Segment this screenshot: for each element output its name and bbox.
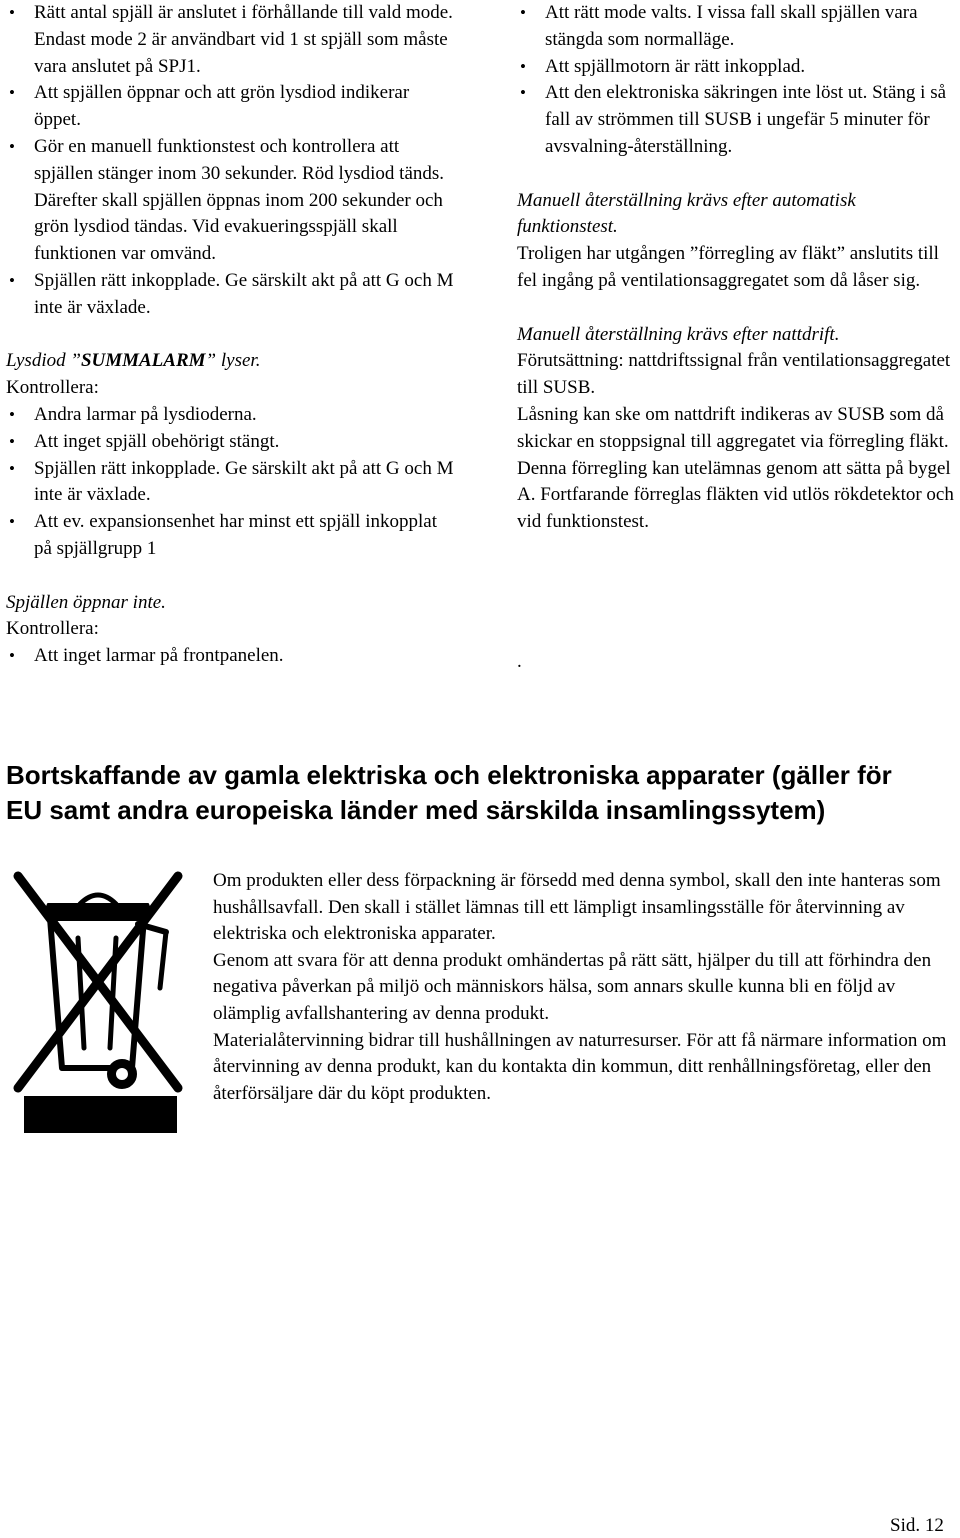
night-mode-prerequisite-text: Förutsättning: nattdriftssignal från ventilationsaggregatet till SUSB. (517, 350, 951, 399)
night-mode-lock-text: Låsning kan ske om nattdrift indikeras av SUSB som då skickar en stoppsignal till aggregatet via förregling fläkt. Denna förregling kan utelämnas genom att sätta på bygel A. Fortfarande förreglas fläkten vid utlös rökdetektor och vid funktionstest. (517, 403, 954, 533)
bullet-list-opening-checks (6, 643, 456, 670)
summalarm-prefix: Lysdiod ” (6, 350, 81, 372)
bullet-list-mode-checks (6, 0, 456, 322)
disposal-text (213, 868, 958, 1107)
disposal-heading: Bortskaffande av gamla elektriska och elektroniska apparater (gäller för EU samt andra europeiska länder med särskilda insamlingssytem) (6, 760, 892, 825)
left-column (6, 0, 456, 670)
crossed-out-wheelie-bin-icon (10, 868, 185, 1133)
list-item: • Att rätt mode valts. I vissa fall skall spjällen vara stängda som normalläge. (517, 0, 957, 54)
list-item: • Rätt antal spjäll är anslutet i förhållande till vald mode. Endast mode 2 är användbart vid 1 st spjäll som måste vara anslutet på SPJ1. (6, 0, 456, 80)
list-item: • Spjällen rätt inkopplade. Ge särskilt akt på att G och M inte är växlade. (6, 456, 456, 510)
night-mode-reset-heading: Manuell återställning krävs efter nattdrift. (517, 323, 840, 345)
list-item: • Andra larmar på lysdioderna. (6, 402, 456, 429)
list-item: • Att inget larmar på frontpanelen. (6, 643, 456, 670)
disposal-paragraph-2: Genom att svara för att denna produkt omhändertas på rätt sätt, hjälper du till att förhindra den negativa påverkan på miljö och människors hälsa, som annars skulle kunna bli en följd av olämplig avfallshantering av denna produkt. (213, 949, 932, 1024)
kontrollera-label: Kontrollera: (6, 618, 99, 640)
list-item: • Att spjällen öppnar och att grön lysdiod indikerar öppet. (6, 80, 456, 134)
right-column (517, 0, 957, 536)
list-item: • Att den elektroniska säkringen inte löst ut. Stäng i så fall av strömmen till SUSB i ungefär 5 minuter för avsvalning-återställning. (517, 80, 957, 160)
list-item: • Gör en manuell funktionstest och kontrollera att spjällen stänger inom 30 sekunder. Röd lysdiod tänds. Därefter skall spjällen öppnas inom 200 sekunder och grön lysdiod tändas. Vid evakueringsspjäll skall funktionen var omvänd. (6, 134, 456, 268)
list-item: • Att ev. expansionsenhet har minst ett spjäll inkopplat på spjällgrupp 1 (6, 509, 456, 563)
kontrollera-label: Kontrollera: (6, 377, 99, 399)
stray-dot: . (517, 651, 522, 672)
summalarm-suffix: ” lyser. (205, 350, 261, 372)
bullet-list-right-checks (517, 0, 957, 161)
dampers-not-opening-heading: Spjällen öppnar inte. (6, 591, 166, 613)
summalarm-label: SUMMALARM (80, 350, 206, 372)
disposal-paragraph-3: Materialåtervinning bidrar till hushållningen av naturresurser. För att få närmare information om återvinning av denna produkt, kan du kontakta din kommun, ditt renhållningsföretag, eller den återförsäljare där du köpt produkten. (213, 1029, 947, 1104)
summalarm-heading (6, 348, 456, 375)
disposal-paragraph-1: Om produkten eller dess förpackning är försedd med denna symbol, skall den inte hanteras som hushållsavfall. Den skall i stället lämnas till ett lämpligt insamlingsställe för återvinning av elektriska och elektroniska apparater. (213, 870, 941, 945)
bullet-list-summalarm-checks (6, 402, 456, 563)
page-number: Sid. 12 (890, 1515, 944, 1536)
list-item: • Att spjällmotorn är rätt inkopplad. (517, 54, 957, 81)
list-item: • Att inget spjäll obehörigt stängt. (6, 429, 456, 456)
auto-test-reset-heading: Manuell återställning krävs efter automatisk funktionstest. (517, 189, 856, 238)
list-item: • Spjällen rätt inkopplade. Ge särskilt akt på att G och M inte är växlade. (6, 268, 456, 322)
auto-test-reset-text: Troligen har utgången ”förregling av fläkt” anslutits till fel ingång på ventilationsaggregatet som då låser sig. (517, 243, 939, 291)
